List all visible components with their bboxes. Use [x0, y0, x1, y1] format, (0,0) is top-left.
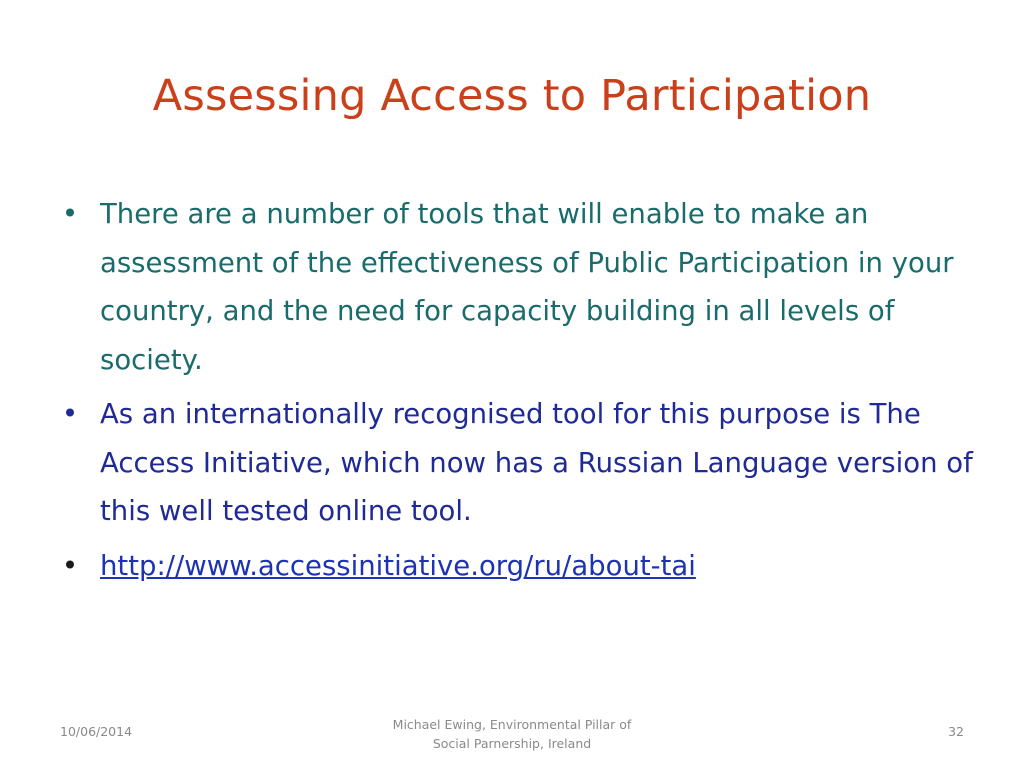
- footer-author-line1: Michael Ewing, Environmental Pillar of: [392, 717, 632, 732]
- page-number: 32: [948, 724, 964, 739]
- bullet-text: As an internationally recognised tool for this purpose is The Access Initiative, which now has a Russian Language version of this well tested online tool.: [100, 398, 973, 527]
- bullet-item-tools: [60, 190, 980, 384]
- bullet-text: There are a number of tools that will enable to make an assessment of the effectiveness of Public Participation in your country, and the need for capacity building in all levels of society.: [100, 198, 954, 376]
- bullet-marker: •: [61, 398, 79, 430]
- bullet-item-link: [60, 542, 980, 591]
- bullet-item-access-initiative: [60, 390, 980, 536]
- footer-author-line2: Social Parnership, Ireland: [432, 736, 592, 751]
- slide-title: Assessing Access to Participation: [152, 71, 872, 121]
- footer-date: 10/06/2014: [60, 724, 133, 739]
- access-initiative-link[interactable]: http://www.accessinitiative.org/ru/about-tai: [100, 549, 696, 582]
- bullet-marker: •: [61, 549, 79, 582]
- bullet-list: [60, 190, 980, 596]
- bullet-marker: •: [61, 198, 79, 230]
- footer-author: [340, 715, 684, 753]
